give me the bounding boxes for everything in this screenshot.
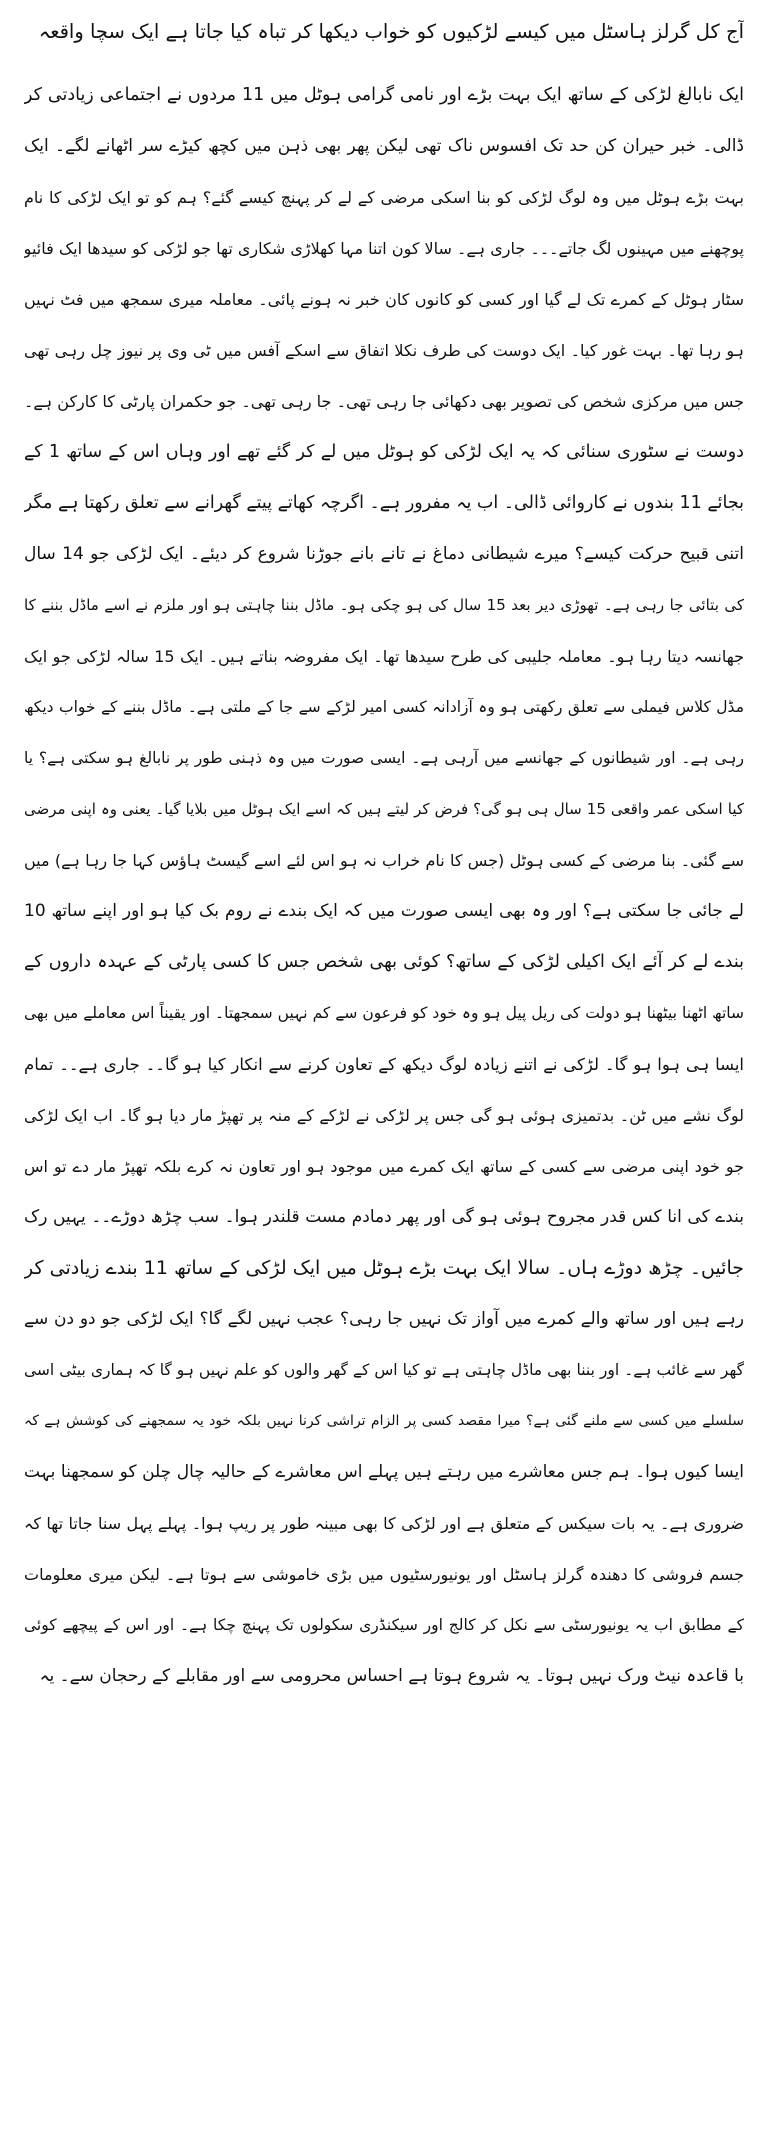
article-line: سلسلے میں کسی سے ملنے گئی ہے؟ میرا مقصد کسی پر الزام تراشی کرنا نہیں بلکہ خود یہ سمجھنے کی کوشش ہے کہ — [24, 1413, 744, 1429]
article-headline: آج کل گرلز ہاسٹل میں کیسے لڑکیوں کو خواب دیکھا کر تباہ کیا جاتا ہے ایک سچا واقعہ — [38, 20, 744, 43]
article-line: بجائے 11 بندوں نے کاروائی ڈالی۔ اب یہ مفرور ہے۔ اگرچہ کھاتے پیتے گھرانے سے تعلق رکھتا ہے مگر — [24, 493, 744, 513]
article-line: ساتھ اٹھنا بیٹھنا ہو دولت کی ریل پیل ہو وہ خود کو فرعون سے کم نہیں سمجھتا۔ اور یقیناً اس معاملے میں بھی — [24, 1004, 744, 1022]
article-line: جھانسہ دیتا رہا ہو۔ معاملہ جلیبی کی طرح سیدھا تھا۔ ایک مفروضہ بناتے ہیں۔ ایک 15 سالہ لڑکی جو ایک — [24, 647, 744, 666]
article-line: رہی ہے۔ اور شیطانوں کے جھانسے میں آرہی ہے۔ ایسی صورت میں وہ ذہنی طور پر نابالغ ہو سکتی ہے؟ یا — [24, 749, 744, 767]
article-line: ایسا کیوں ہوا۔ ہم جس معاشرے میں رہتے ہیں پہلے اس معاشرے کے حالیہ چال چلن کو سمجھنا بہت — [24, 1462, 744, 1482]
article-line: کیا اسکی عمر واقعی 15 سال ہی ہو گی؟ فرض کر لیتے ہیں کہ اسے ایک ہوٹل میں بلایا گیا۔ یعنی وہ اپنی مرضی — [24, 800, 744, 818]
article-line: ایک نابالغ لڑکی کے ساتھ ایک بہت بڑے اور نامی گرامی ہوٹل میں 11 مردوں نے اجتماعی زیادتی کر — [24, 85, 744, 105]
article-line: پوچھنے میں مہینوں لگ جاتے۔۔۔ جاری ہے۔ سالا کون اتنا مہا کھلاڑی شکاری تھا جو لڑکی کو سیدھا ایک فائیو — [24, 239, 744, 258]
article-line: اتنی قبیح حرکت کیسے؟ میرے شیطانی دماغ نے تانے بانے جوڑنا شروع کر دیئے۔ ایک لڑکی جو 14 سال — [24, 544, 744, 564]
article-line: رہے ہیں اور ساتھ والے کمرے میں آواز تک نہیں جا رہی؟ عجب نہیں لگے گا؟ ایک لڑکی جو دو دن سے — [24, 1309, 744, 1329]
article-line: ڈالی۔ خبر حیران کن حد تک افسوس ناک تھی لیکن پھر بھی ذہن میں کچھ کیڑے سر اٹھانے لگے۔ ایک — [24, 136, 744, 156]
article-line: بندے لے کر آئے ایک اکیلی لڑکی کے ساتھ؟ کوئی بھی شخص جس کا کسی پارٹی کے عہدہ داروں کے — [24, 952, 744, 972]
article-line: ہو رہا تھا۔ بہت غور کیا۔ ایک دوست کی طرف نکلا اتفاق سے اسکے آفس میں ٹی وی پر نیوز چل رہی تھی — [24, 341, 744, 360]
article-line: بندے کی انا کس قدر مجروح ہوئی ہو گی اور پھر دمادم مست قلندر ہوا۔ سب چڑھ دوڑے۔۔ یہیں رک — [24, 1207, 744, 1227]
article-line: جس میں مرکزی شخص کی تصویر بھی دکھائی جا رہی تھی۔ جا رہی تھی۔ جو حکمران پارٹی کا کارکن ہے۔ — [24, 392, 744, 411]
article-line: کے مطابق اب یہ یونیورسٹی سے نکل کر کالج اور سیکنڈری سکولوں تک پہنچ چکا ہے۔ اور اس کے پیچھے کوئی — [24, 1616, 744, 1634]
article-line: بہت بڑے ہوٹل میں وہ لوگ لڑکی کو بنا اسکی مرضی کے لے کر پہنچ کیسے گئے؟ ہم کو تو ایک لڑکی کا نام — [24, 188, 744, 207]
article-line: سٹار ہوٹل کے کمرے تک لے گیا اور کسی کو کانوں کان خبر نہ ہونے پائی۔ معاملہ میری سمجھ میں فٹ نہیں — [24, 290, 744, 309]
article-line: جسم فروشی کا دھندہ گرلز ہاسٹل اور یونیورسٹیوں میں بڑی خاموشی سے ہوتا ہے۔ لیکن میری معلومات — [24, 1565, 744, 1584]
article-line: کی بتائی جا رہی ہے۔ تھوڑی دیر بعد 15 سال کی ہو چکی ہو۔ ماڈل بننا چاہتی ہو اور ملزم نے اسے ماڈل بننے کا — [24, 596, 744, 614]
article-line: با قاعدہ نیٹ ورک نہیں ہوتا۔ یہ شروع ہوتا ہے احساس محرومی سے اور مقابلے کے رحجان سے۔ یہ — [39, 1666, 744, 1686]
article-line: مڈل کلاس فیملی سے تعلق رکھتی ہو وہ آزادانہ کسی امیر لڑکے سے جا کے ملتی ہے۔ ماڈل بننے کے خواب دیکھ — [24, 698, 744, 716]
article-line: جو خود اپنی مرضی سے کسی کے ساتھ ایک کمرے میں موجود ہو اور تعاون نہ کرے بلکہ تھپڑ مار دے تو اس — [24, 1157, 744, 1176]
divider-gap — [24, 60, 744, 70]
article-line: لوگ نشے میں ٹن۔ بدتمیزی ہوئی ہو گی جس پر لڑکی نے لڑکے کے منہ پر تھپڑ مار دیا ہو گا۔ اب ایک لڑکی — [24, 1106, 744, 1125]
article-line: لے جائی جا سکتی ہے؟ اور وہ بھی ایسی صورت میں کہ ایک بندے نے روم بک کیا ہو اور اپنے ساتھ 10 — [24, 901, 744, 921]
article-line: سے گئی۔ بنا مرضی کے کسی ہوٹل (جس کا نام خراب نہ ہو اس لئے اسے گیسٹ ہاؤس کہا جا رہا ہے) میں — [24, 851, 744, 870]
article-line: دوست نے سٹوری سنائی کہ یہ ایک لڑکی کو ہوٹل میں لے کر گئے تھے اور وہاں اس کے ساتھ 1 کے — [24, 442, 744, 462]
article-line: گھر سے غائب ہے۔ اور بننا بھی ماڈل چاہتی ہے تو کیا اس کے گھر والوں کو علم نہیں ہو گا کہ ہماری بیٹی اسی — [24, 1361, 744, 1379]
article-line: جائیں۔ چڑھ دوڑے ہاں۔ سالا ایک بہت بڑے ہوٹل میں ایک لڑکی کے ساتھ 11 بندے زیادتی کر — [24, 1257, 744, 1279]
article-line: ضروری ہے۔ یہ بات سیکس کے متعلق ہے اور لڑکی کا بھی مبینہ طور پر ریپ ہوا۔ پہلے پہل سنا جاتا تھا کہ — [24, 1514, 744, 1533]
article-line: ایسا ہی ہوا ہو گا۔ لڑکی نے اتنے زیادہ لوگ دیکھ کے تعاون کرنے سے انکار کیا ہو گا۔۔ جاری ہے۔۔ تمام — [24, 1055, 744, 1074]
